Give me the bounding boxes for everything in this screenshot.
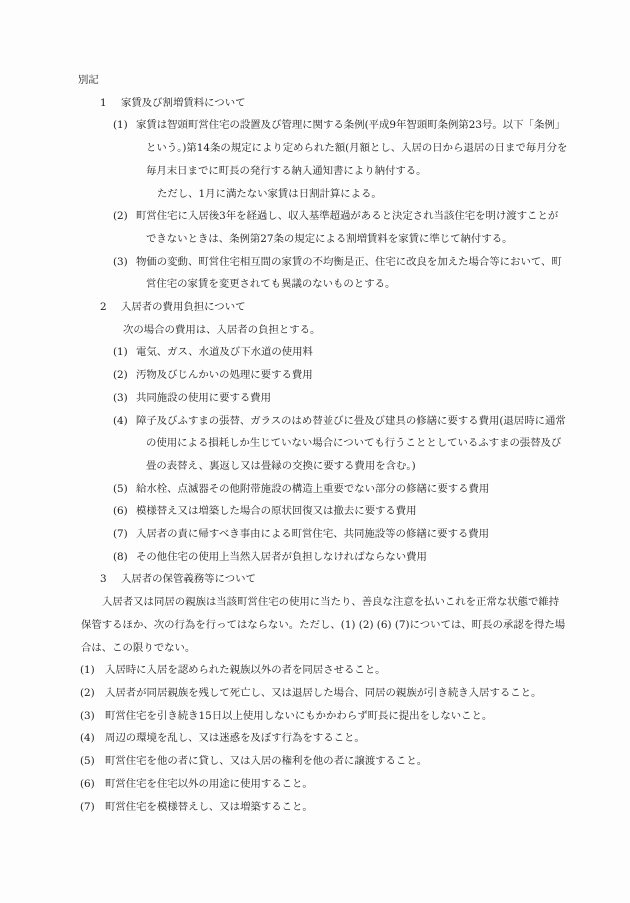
item-text: その他住宅の使用上当然入居者が負担しなければならない費用: [136, 550, 427, 563]
item-marker: (3): [80, 709, 95, 722]
list-item: [113, 410, 568, 478]
list-item: [80, 750, 568, 773]
item-marker: (4): [80, 732, 95, 745]
item-text: 入居者が同居親族を残して死亡し、又は退居した場合、同居の親族が引き続き入居すること。: [105, 686, 542, 699]
list-item: [80, 659, 568, 682]
item-marker: (7): [113, 528, 128, 541]
section-number: 1: [100, 96, 107, 109]
section-title: 入居者の費用負担について: [121, 301, 246, 314]
item-text: 電気、ガス、水道及び下水道の使用料: [136, 346, 313, 359]
item-text: 入居時に入居を認められた親族以外の者を同居させること。: [105, 664, 386, 677]
list-item: [80, 705, 568, 728]
section-intro: 次の場合の費用は、入居者の負担とする。: [123, 323, 321, 336]
list-item: [113, 364, 568, 387]
list-item: [80, 682, 568, 705]
item-text: 入居者の責に帰すべき事由による町営住宅、共同施設等の修繕に要する費用: [136, 528, 490, 541]
list-item: [80, 796, 568, 819]
item-text: 障子及びふすまの張替、ガラスのはめ替並びに畳及び建具の修繕に要する費用(退居時に通常の使用による損耗しか生じていない場合についても行うこととしているふすまの張替及び畳の表替え、裏返し又は畳縁の交換に要する費用を含む。): [136, 414, 566, 472]
item-text: 町営住宅を住宅以外の用途に使用すること。: [105, 777, 313, 790]
item-marker: (1): [113, 346, 128, 359]
item-marker: (1): [80, 664, 95, 677]
list-item: [113, 500, 568, 523]
section-tenant-costs: [78, 296, 568, 568]
doc-label: 別記: [78, 74, 99, 86]
section-heading: [100, 568, 568, 591]
list-item: [113, 387, 568, 410]
item-marker: (5): [113, 482, 128, 495]
item-text: 物価の変動、町営住宅相互間の家賃の不均衡是正、住宅に改良を加えた場合等において、町営住宅の家賃を変更されても異議のないものとする。: [136, 255, 562, 291]
section-number: 2: [100, 301, 107, 314]
item-marker: (6): [113, 505, 128, 518]
list-item: [113, 251, 568, 296]
section-tenant-duties: [78, 568, 568, 818]
list-item: [113, 478, 568, 501]
item-marker: (4): [113, 414, 128, 427]
item-text: 周辺の環境を乱し、又は迷惑を及ぼす行為をすること。: [105, 732, 365, 745]
item-marker: (3): [113, 391, 128, 404]
list-item: [113, 205, 568, 250]
section-rent: [78, 92, 568, 296]
item-marker: (2): [113, 210, 128, 223]
list-item: [113, 523, 568, 546]
item-marker: (8): [113, 550, 128, 563]
section-title: 家賃及び割増賃料について: [121, 96, 246, 109]
list-item: [113, 114, 568, 182]
list-item: [113, 341, 568, 364]
item-text: 町営住宅を模様替えし、又は増築すること。: [105, 800, 313, 813]
item-marker: (3): [113, 255, 128, 268]
section-heading: [100, 92, 568, 115]
item-text: 共同施設の使用に要する費用: [136, 391, 272, 404]
item-text: 町営住宅に入居後3年を経過し、収入基準超過があると決定され当該住宅を明け渡すことができないときは、条例第27条の規定による割増賃料を家賃に準じて納付する。: [136, 210, 559, 245]
item-text: 給水栓、点滅器その他附帯施設の構造上重要でない部分の修繕に要する費用: [136, 482, 490, 495]
item-text: 模様替え又は増築した場合の原状回復又は撤去に要する費用: [136, 505, 417, 518]
item-note: ただし、1月に満たない家賃は日割計算による。: [157, 187, 382, 200]
item-text: 町営住宅を他の者に貸し、又は入居の権利を他の者に譲渡すること。: [105, 755, 428, 768]
list-item: [80, 727, 568, 750]
item-text: 家賃は智頭町営住宅の設置及び管理に関する条例(平成9年智頭町条例第23号。以下「条例」という。)第14条の規定により定められた額(月額とし、入居の日から退居の日まで毎月分を毎月末日までに町長の発行する納入通知書により納付する。: [136, 119, 568, 177]
item-marker: (5): [80, 755, 95, 768]
section-number: 3: [100, 573, 107, 586]
section-heading: [100, 296, 568, 319]
list-item: [113, 546, 568, 569]
item-marker: (6): [80, 777, 95, 790]
item-text: 町営住宅を引き続き15日以上使用しないにもかかわらず町長に提出をしないこと。: [105, 709, 493, 722]
section-intro: 入居者又は同居の親族は当該町営住宅の使用に当たり、善良な注意を払いこれを正常な状態で維持保管するほか、次の行為を行ってはならない。ただし、(1) (2) (6) (7)については、町長の承認を得た場合は、この限りでない。: [81, 596, 566, 654]
item-marker: (2): [80, 686, 95, 699]
item-marker: (1): [113, 119, 128, 132]
list-item: [80, 773, 568, 796]
item-text: 汚物及びじんかいの処理に要する費用: [136, 369, 313, 382]
item-marker: (2): [113, 369, 128, 382]
section-title: 入居者の保管義務等について: [121, 573, 256, 586]
item-marker: (7): [80, 800, 95, 813]
